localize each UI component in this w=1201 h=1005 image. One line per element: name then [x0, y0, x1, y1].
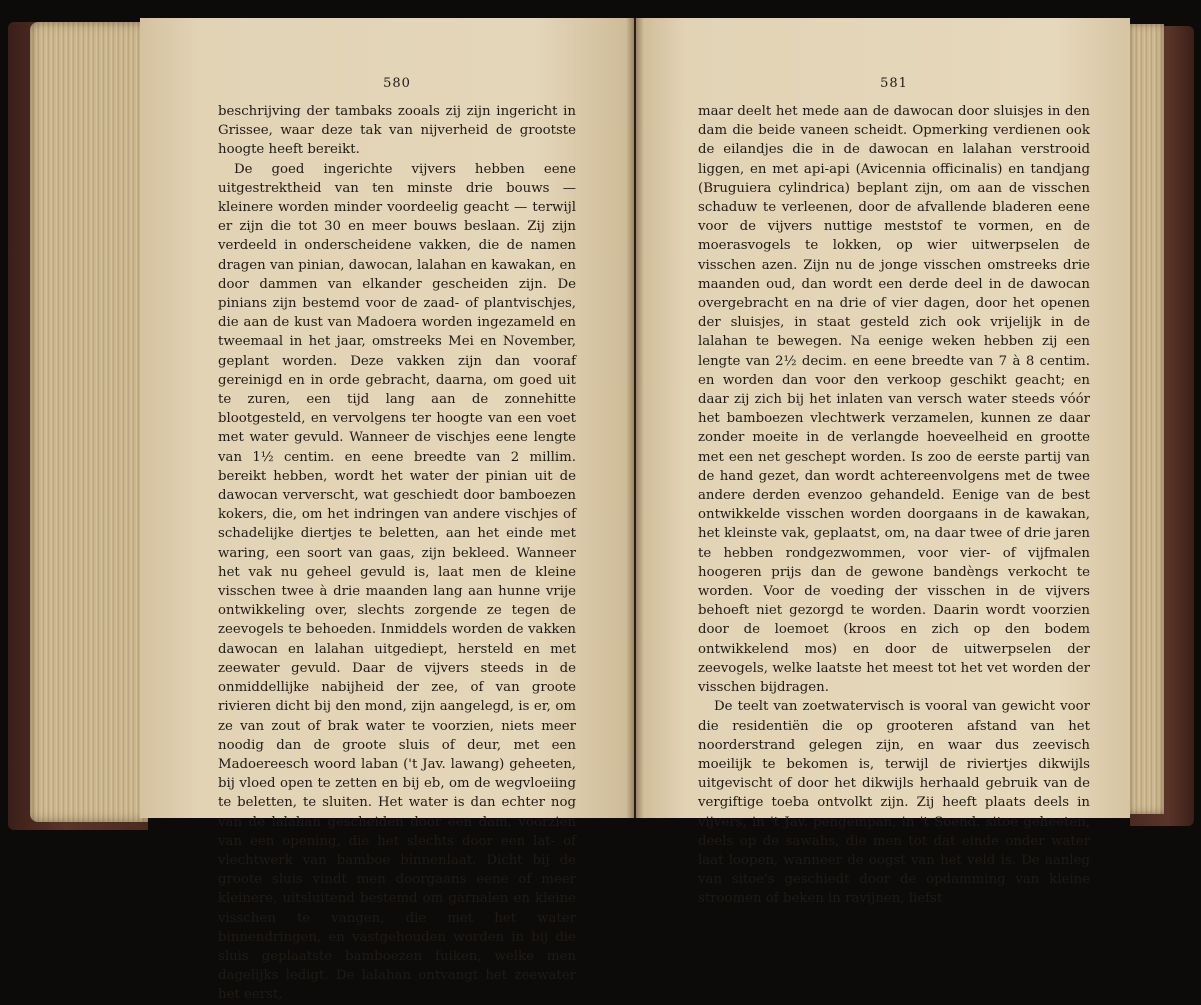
paragraph: maar deelt het mede aan de dawocan door sluisjes in den dam die beide vaneen scheidt. Opmerking verdienen ook de eilandjes die in de dawocan en lalahan verstrooid liggen, en met api-api (Avicennia officinalis) en tandjang (Bruguiera cylindrica) beplant zijn, om aan de visschen schaduw te verleenen, door de afvallende bladeren eene voor de vijvers nuttige meststof te vormen, en de moerasvogels te lokken, op wier uitwerpselen de visschen azen. Zijn nu de jonge visschen omstreeks drie maanden oud, dan wordt een derde deel in de dawocan overgebracht en na drie of vier dagen, door het openen der sluisjes, in staat gesteld zich ook vrijelijk in de lalahan te bewegen. Na eenige weken hebben zij een lengte van 2½ decim. en eene breedte van 7 à 8 centim. en worden dan voor den verkoop geschikt geacht; en daar zij zich bij het inlaten van versch water steeds vóór het bamboezen vlechtwerk verzamelen, kunnen ze daar zonder moeite in de verlangde hoeveelheid en grootte met een net geschept worden. Is zoo de eerste partij van de hand gezet, dan wordt achtereenvolgens met de twee andere derden evenzoo gehandeld. Eenige van de best ontwikkelde visschen worden doorgaans in de kawakan, het kleinste vak, geplaatst, om, na daar twee of drie jaren te hebben rondgezwommen, voor vier- of vijfmalen hoogeren prijs dan de gewone bandèngs verkocht te worden. Voor de voeding der visschen in de vijvers behoeft niet gezorgd te worden. Daarin wordt voorzien door de loemoet (kroos en zich op den bodem ontwikkelend mos) en door de uitwerpselen der zeevogels, welke laatste het meest tot het vet worden der visschen bijdragen.	[698, 104, 1090, 696]
right-page-text	[698, 102, 1090, 909]
left-page-text	[218, 102, 576, 1005]
book-gutter	[626, 18, 644, 818]
right-page	[636, 18, 1130, 907]
left-page	[140, 18, 634, 1003]
page-number-left: 580	[383, 76, 411, 91]
page-edges-right	[1128, 24, 1164, 814]
paragraph: beschrijving der tambaks zooals zij zijn ingericht in Grissee, waar deze tak van nijverheid de grootste hoogte heeft bereikt.	[218, 104, 576, 158]
paragraph: De teelt van zoetwatervisch is vooral van gewicht voor die residentiën die op grooteren afstand van het noorderstrand gelegen zijn, en waar dus zeevisch moeilijk te bekomen is, terwijl de riviertjes dikwijls uitgevischt of door het dikwijls herhaald gebruik van de vergiftige toeba ontvolkt zijn. Zij heeft plaats deels in vijvers, in 't Jav. pengempan, in 't Soend. sitoe geheeten, deels op de sawahs, die men tot dat einde onder water laat loopen, wanneer de oogst van het veld is. De aanleg van sitoe's geschiedt door de opdamming van kleine stroomen of beken in ravijnen, liefst	[698, 699, 1090, 907]
page-edges-left	[30, 22, 148, 822]
page-number-right: 581	[880, 76, 908, 91]
paragraph: De goed ingerichte vijvers hebben eene uitgestrektheid van ten minste drie bouws — kleinere worden minder voordeelig geacht — terwijl er zijn die tot 30 en meer bouws beslaan. Zij zijn verdeeld in onderscheidene vakken, die de namen dragen van pinian, dawocan, lalahan en kawakan, en door dammen van elkander gescheiden zijn. De pinians zijn bestemd voor de zaad- of plantvischjes, die aan de kust van Madoera worden ingezameld en tweemaal in het jaar, omstreeks Mei en November, geplant worden. Deze vakken zijn dan vooraf gereinigd en in orde gebracht, daarna, om goed uit te zuren, een tijd lang aan de zonnehitte blootgesteld, en vervolgens ter hoogte van een voet met water gevuld. Wanneer de vischjes eene lengte van 1½ centim. en eene breedte van 2 millim. bereikt hebben, wordt het water der pinian uit de dawocan ververscht, wat geschiedt door bamboezen kokers, die, om het indringen van andere vischjes of schadelijke diertjes te beletten, aan het einde met waring, een soort van gaas, zijn bekleed. Wanneer het vak nu geheel gevuld is, laat men de kleine visschen twee à drie maanden lang aan hunne vrije ontwikkeling over, slechts zorgende ze tegen de zeevogels te behoeden. Inmiddels worden de vakken dawocan en lalahan uitgediept, hersteld en met zeewater gevuld. Daar de vijvers steeds in de onmiddellijke nabijheid der zee, of van groote rivieren dicht bij den mond, zijn aangelegd, is er, om ze van zout of brak water te voorzien, niets meer noodig dan de groote sluis of deur, met een Madoereesch woord laban ('t Jav. lawang) geheeten, bij vloed open te zetten en bij eb, om de wegvloeiing te beletten, te sluiten. Het water is dan echter nog van de lalahan gescheiden door een dam, voorzien van een opening, die het slechts door een lat- of vlechtwerk van bamboe binnenlaat. Dicht bij de groote sluis vindt men doorgaans eene of meer kleinere, uitsluitend bestemd om garnalen en kleine visschen te vangen, die met het water binnendringen, en vastgehouden worden in bij die sluis geplaatste bamboezen fuiken, welke men dagelijks ledigt. De lalahan ontvangt het zeewater het eerst,	[218, 161, 576, 1003]
